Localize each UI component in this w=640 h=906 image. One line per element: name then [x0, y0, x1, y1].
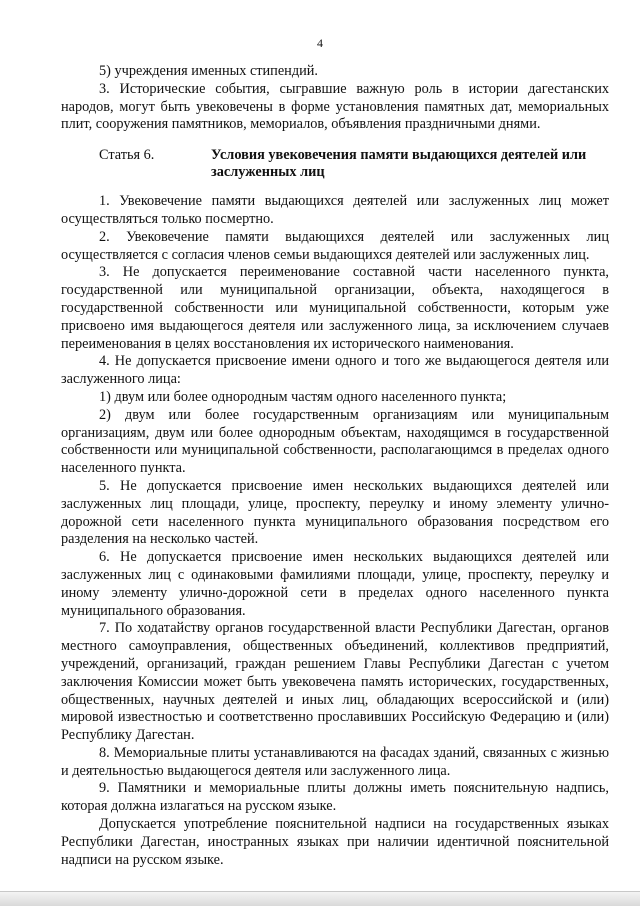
paragraph: 3. Исторические события, сыгравшие важную роль в истории дагестанских народов, могут быть увековечены в форме установления памятных дат, мемориальных плит, сооружения памятников, мемориалов, объявления праздничными днями. [61, 80, 609, 133]
paragraph: 3. Не допускается переименование составной части населенного пункта, государственной или муниципальной организации, объекта, находящегося в государственной собственности или муниципальной собственности, которым уже присвоено имя выдающегося деятеля или заслуженного лица, за исключением случаев переименования в целях восстановления их исторического наименования. [61, 264, 609, 352]
paragraph: Допускается употребление пояснительной надписи на государственных языках Республики Дагестан, иностранных языках при наличии идентичной пояснительной надписи на русском языке. [61, 816, 609, 868]
paragraph: 2. Увековечение памяти выдающихся деятелей или заслуженных лиц осуществляется с согласия членов семьи выдающихся деятелей или заслуженных лиц. [61, 228, 609, 263]
paragraph: 7. По ходатайству органов государственной власти Республики Дагестан, органов местного самоуправления, общественных объединений, коллективов предприятий, учреждений, организаций, граждан решением Главы Республики Дагестан с учетом заключения Комиссии может быть увековечена память исторических, государственных, общественных, научных деятелей и иных лиц, обладающих всероссийской и (или) мировой известностью и соответственно прославивших Российскую Федерацию и (или) Республику Дагестан. [61, 620, 609, 744]
article-title: Условия увековечения памяти выдающихся деятелей или заслуженных лиц [211, 147, 587, 180]
paragraph: 1. Увековечение памяти выдающихся деятелей или заслуженных лиц может осуществляться только посмертно. [61, 193, 609, 227]
page-number: 4 [317, 36, 323, 50]
paragraph: 9. Памятники и мемориальные плиты должны иметь пояснительную надпись, которая должна излагаться на русском языке. [61, 780, 609, 815]
page-edge [0, 891, 640, 906]
paragraph: 6. Не допускается присвоение имен нескольких выдающихся деятелей или заслуженных лиц с одинаковыми фамилиями площади, улице, проспекту, переулку и иному элементу улично-дорожной сети в пределах одного населенного пункта муниципального образования. [61, 549, 609, 619]
paragraph: 5. Не допускается присвоение имен нескольких выдающихся деятелей или заслуженных лиц площади, улице, проспекту, переулку и иному элементу улично-дорожной сети населенного пункта муниципального образования посредством его разделения на несколько частей. [61, 477, 609, 548]
list-item: 2) двум или более государственным организациям или муниципальным организациям, двум или более однородным объектам, находящимся в государственной собственности или муниципальной собственности, располагающимся в пределах одного населенного пункта. [61, 406, 609, 477]
document-body [61, 63, 609, 869]
list-item: 1) двум или более однородным частям одного населенного пункта; [99, 388, 507, 405]
paragraph: 8. Мемориальные плиты устанавливаются на фасадах зданий, связанных с жизнью и деятельностью выдающегося деятеля или заслуженного лица. [61, 744, 609, 779]
list-item: 5) учреждения именных стипендий. [99, 63, 318, 79]
article-heading [61, 147, 609, 180]
paragraph: 4. Не допускается присвоение имени одного и того же выдающегося деятеля или заслуженного лица: [61, 353, 609, 388]
article-label: Статья 6. [99, 147, 155, 164]
